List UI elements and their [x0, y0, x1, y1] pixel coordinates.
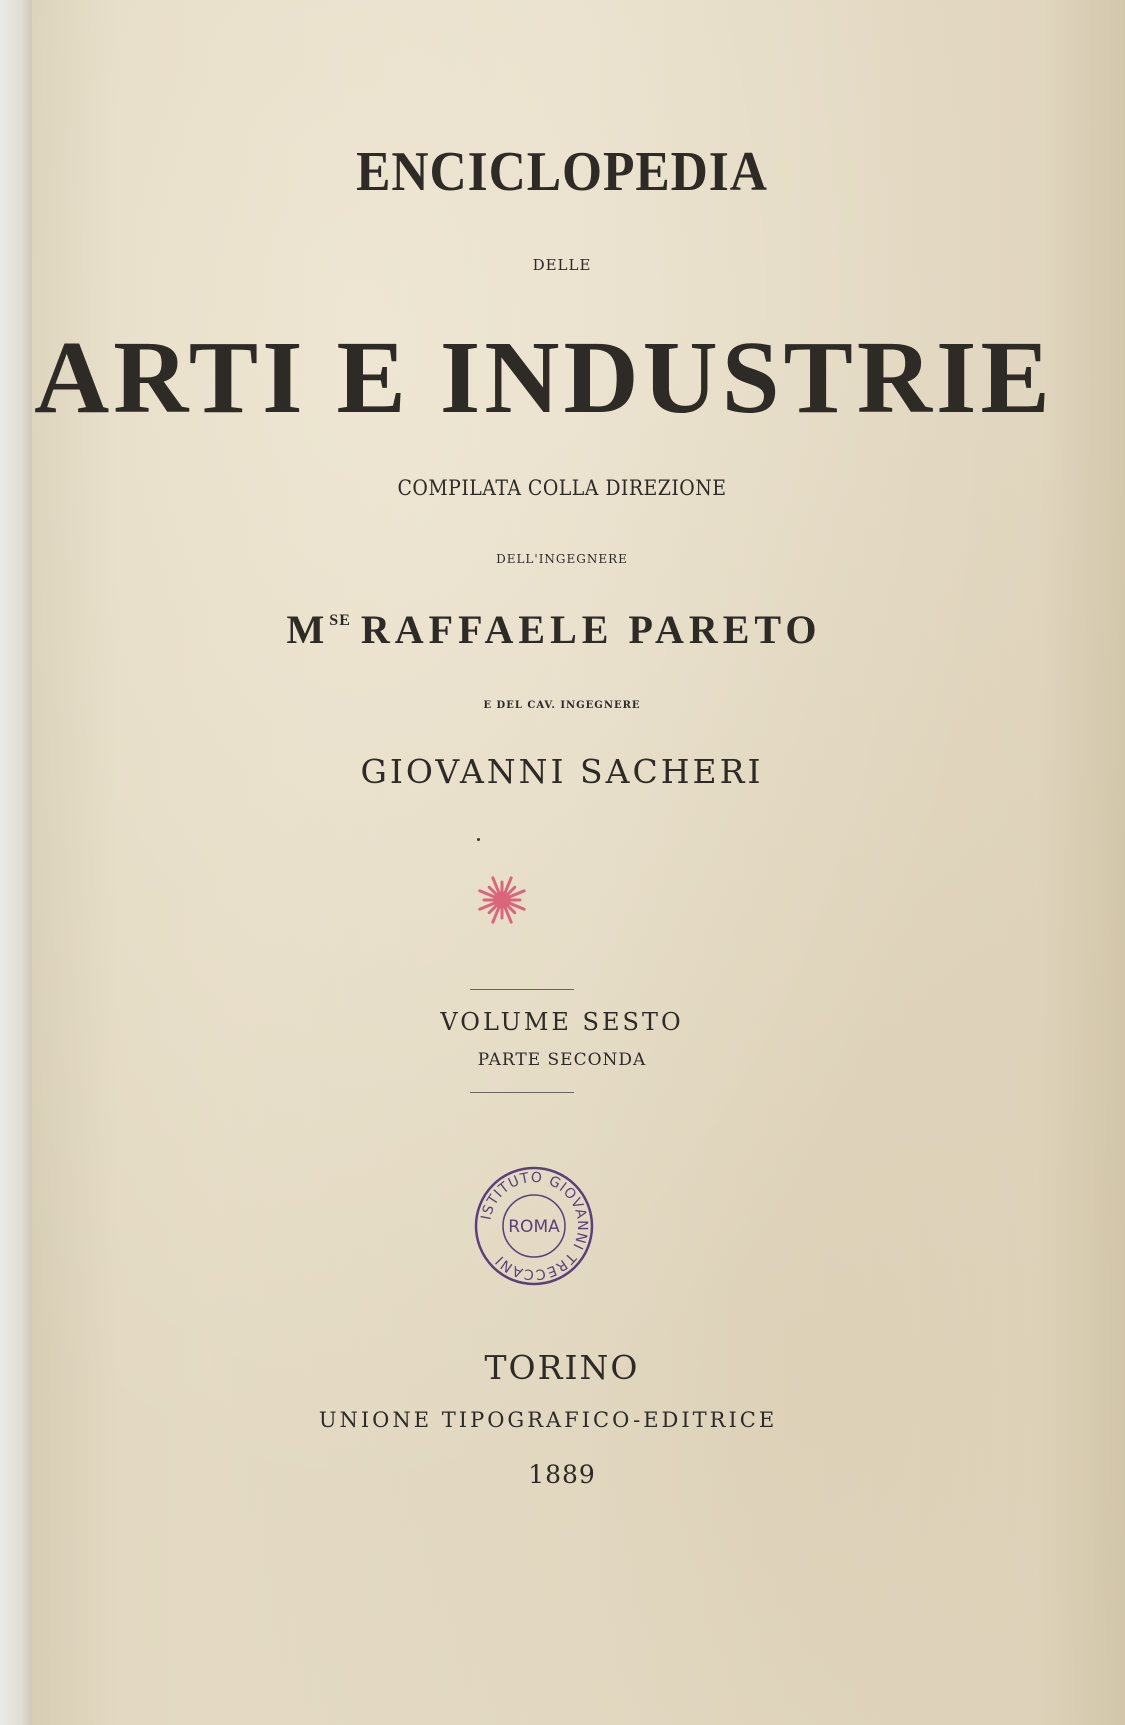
- volume-label: VOLUME SESTO: [440, 1008, 684, 1036]
- library-stamp: [472, 1164, 596, 1288]
- editor2-name: GIOVANNI SACHERI: [360, 752, 764, 791]
- part-label: PARTE SECONDA: [477, 1050, 647, 1070]
- main-title: ARTI E INDUSTRIE: [34, 320, 1054, 435]
- divider-rule-bottom: [470, 1092, 574, 1093]
- stamp-outer-textpath: ISTITUTO GIOVANNI TRECCANI: [478, 1169, 591, 1283]
- editor1-name: RAFFAELE PARETO: [360, 607, 822, 652]
- publication-city: TORINO: [484, 1348, 640, 1387]
- editor1-title-main: M: [286, 607, 330, 652]
- series-title: ENCICLOPEDIA: [356, 141, 768, 203]
- editor1-prefix: DELL'INGEGNERE: [496, 552, 628, 566]
- editor1-title-sup: SE: [329, 612, 351, 629]
- title-page: [32, 0, 1125, 1725]
- page-binding-edge: [0, 0, 32, 1725]
- editor1-line: [24, 606, 1084, 653]
- ink-speck: [477, 838, 480, 841]
- flower-ornament-icon: [472, 870, 532, 930]
- compiled-with-text: COMPILATA COLLA DIREZIONE: [397, 476, 727, 500]
- stamp-center-text: ROMA: [508, 1217, 560, 1237]
- divider-rule-top: [470, 989, 574, 990]
- publisher-name: UNIONE TIPOGRAFICO-EDITRICE: [318, 1408, 778, 1432]
- publication-year: 1889: [528, 1460, 596, 1489]
- connector-text: DELLE: [532, 256, 592, 274]
- editor2-prefix: E DEL CAV. INGEGNERE: [483, 700, 641, 711]
